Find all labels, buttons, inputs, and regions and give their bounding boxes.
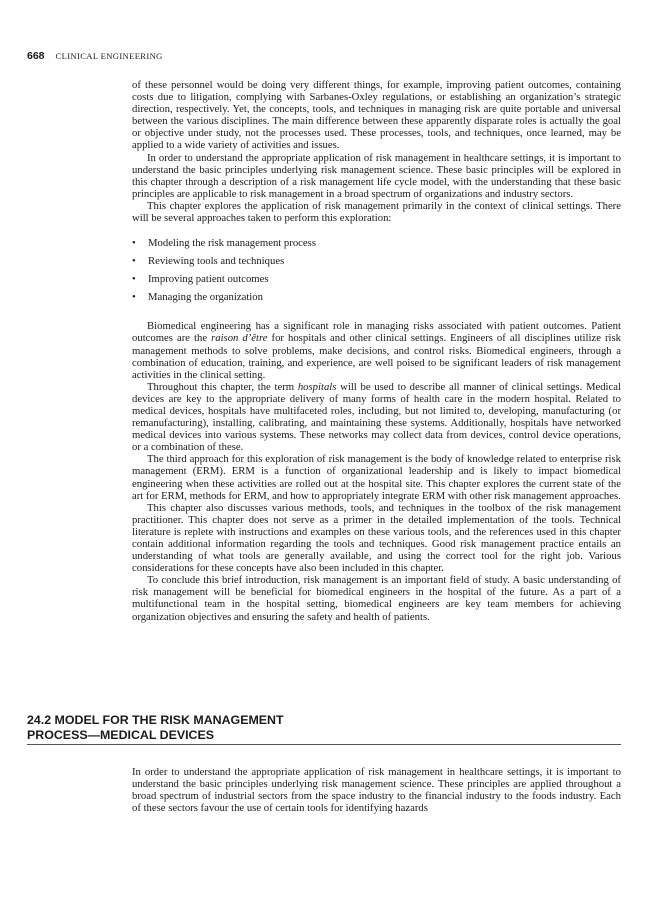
- page-number: 668: [27, 50, 45, 62]
- list-item: [132, 289, 621, 307]
- text-run: for hospitals and other clinical settings. Engineers of all disciplines utilize risk management methods to solve problems, make decisions, and control risks. Biomedical engineers, through a combination of education, training, and experience, are well poised to be significant leaders of risk management activities in the clinical setting.: [132, 332, 621, 381]
- bullet-icon: •: [132, 237, 136, 250]
- list-item: [132, 253, 621, 271]
- running-head-title: CLINICAL ENGINEERING: [55, 51, 163, 61]
- paragraph: This chapter also discusses various methods, tools, and techniques in the toolbox of the risk management practitioner. This chapter does not serve as a primer in the detailed implementation of the tools. Technical literature is replete with instructions and examples on these various tools, and the references used in this chapter contain additional information regarding the tools and techniques. Good risk management practice entails an understanding of what tools are generally available, and using the correct tool for the right job. Various considerations for these concepts have also been included in this chapter.: [132, 501, 621, 575]
- list-item-text: Improving patient outcomes: [148, 272, 269, 285]
- list-item-text: Managing the organization: [148, 290, 263, 303]
- paragraph: This chapter explores the application of risk management primarily in the context of clinical settings. There will be several approaches taken to perform this exploration:: [132, 199, 621, 225]
- text-run: Throughout this chapter, the term: [147, 380, 298, 393]
- italic-term: raison d’être: [211, 332, 268, 345]
- bullet-icon: •: [132, 254, 136, 267]
- list-item-text: Reviewing tools and techniques: [148, 254, 285, 267]
- italic-term: hospitals: [297, 380, 337, 393]
- list-item: [132, 271, 621, 289]
- paragraph: In order to understand the appropriate application of risk management in healthcare settings, it is important to understand the basic principles underlying risk management science. These basic principles will be explored in this chapter through a description of a risk management life cycle model, with the understanding that these basic principles are applicable to risk management in a broad spectrum of organizations and industry sectors.: [132, 151, 621, 200]
- section-heading: [27, 713, 621, 745]
- paragraph: The third approach for this exploration of risk management is the body of knowledge related to enterprise risk management (ERM). ERM is a function of organizational leadership and is likely to impact biomedical engineering when these activities are rolled out at the hospital site. This chapter explores the current state of the art for ERM, methods for ERM, and how to appropriately integrate ERM with other risk management approaches.: [132, 453, 621, 502]
- paragraph: [132, 320, 621, 380]
- approach-list: [132, 235, 621, 306]
- list-item-text: Modeling the risk management process: [148, 237, 316, 250]
- bullet-icon: •: [132, 272, 136, 285]
- list-item: [132, 235, 621, 253]
- text-run: will be used to describe all manner of clinical settings. Medical devices are key to the appropriate delivery of many forms of health care in the modern hospital. Related to medical devices, hospitals have multifaceted roles, including, but not limited to, developing, manufacturing (or remanufacturing), installing, calibrating, and maintaining these systems. Additionally, hospitals have networked medical devices into various systems. These networks may collect data from devices, control device operations, or a combination of these.: [132, 380, 621, 454]
- paragraph: of these personnel would be doing very different things, for example, improving patient outcomes, containing costs due to litigation, complying with Sarbanes-Oxley regulations, or establishing an organization’s strategic direction, respectively. Yet, the concepts, tools, and techniques in managing risk are quite portable and universal between the various disciplines. The main difference between these apparently disparate roles is actually the goal or objective under study, not the processes used. These processes, tools, and techniques, once learned, may be applied to a wide variety of activities and issues.: [132, 79, 621, 152]
- paragraph: To conclude this brief introduction, risk management is an important field of study. A basic understanding of risk management will be beneficial for biomedical engineers in the hospital of the future. As a part of a multifunctional team in the hospital setting, biomedical engineers are key team members for achieving organization objectives and ensuring the safety and health of patients.: [132, 574, 621, 623]
- section-title-line: PROCESS—MEDICAL DEVICES: [27, 727, 215, 742]
- paragraph: In order to understand the appropriate application of risk management in healthcare settings, it is important to understand the basic principles underlying risk management science. These principles are applied throughout a broad spectrum of industrial sectors from the space industry to the financial industry to the foods industry. Each of these sectors favour the use of certain tools for identifying hazards: [132, 766, 621, 815]
- main-text: [132, 79, 621, 623]
- section-title: [27, 713, 621, 742]
- paragraph: [132, 381, 621, 454]
- section-text: [132, 766, 621, 814]
- section-title-line: 24.2 MODEL FOR THE RISK MANAGEMENT: [27, 713, 284, 727]
- text-run: Biomedical engineering has a significant role in managing risks associated with patient outcomes. Patient outcomes are the: [132, 320, 621, 345]
- bullet-icon: •: [132, 290, 136, 303]
- section-divider: [27, 744, 621, 745]
- running-header: [27, 46, 163, 60]
